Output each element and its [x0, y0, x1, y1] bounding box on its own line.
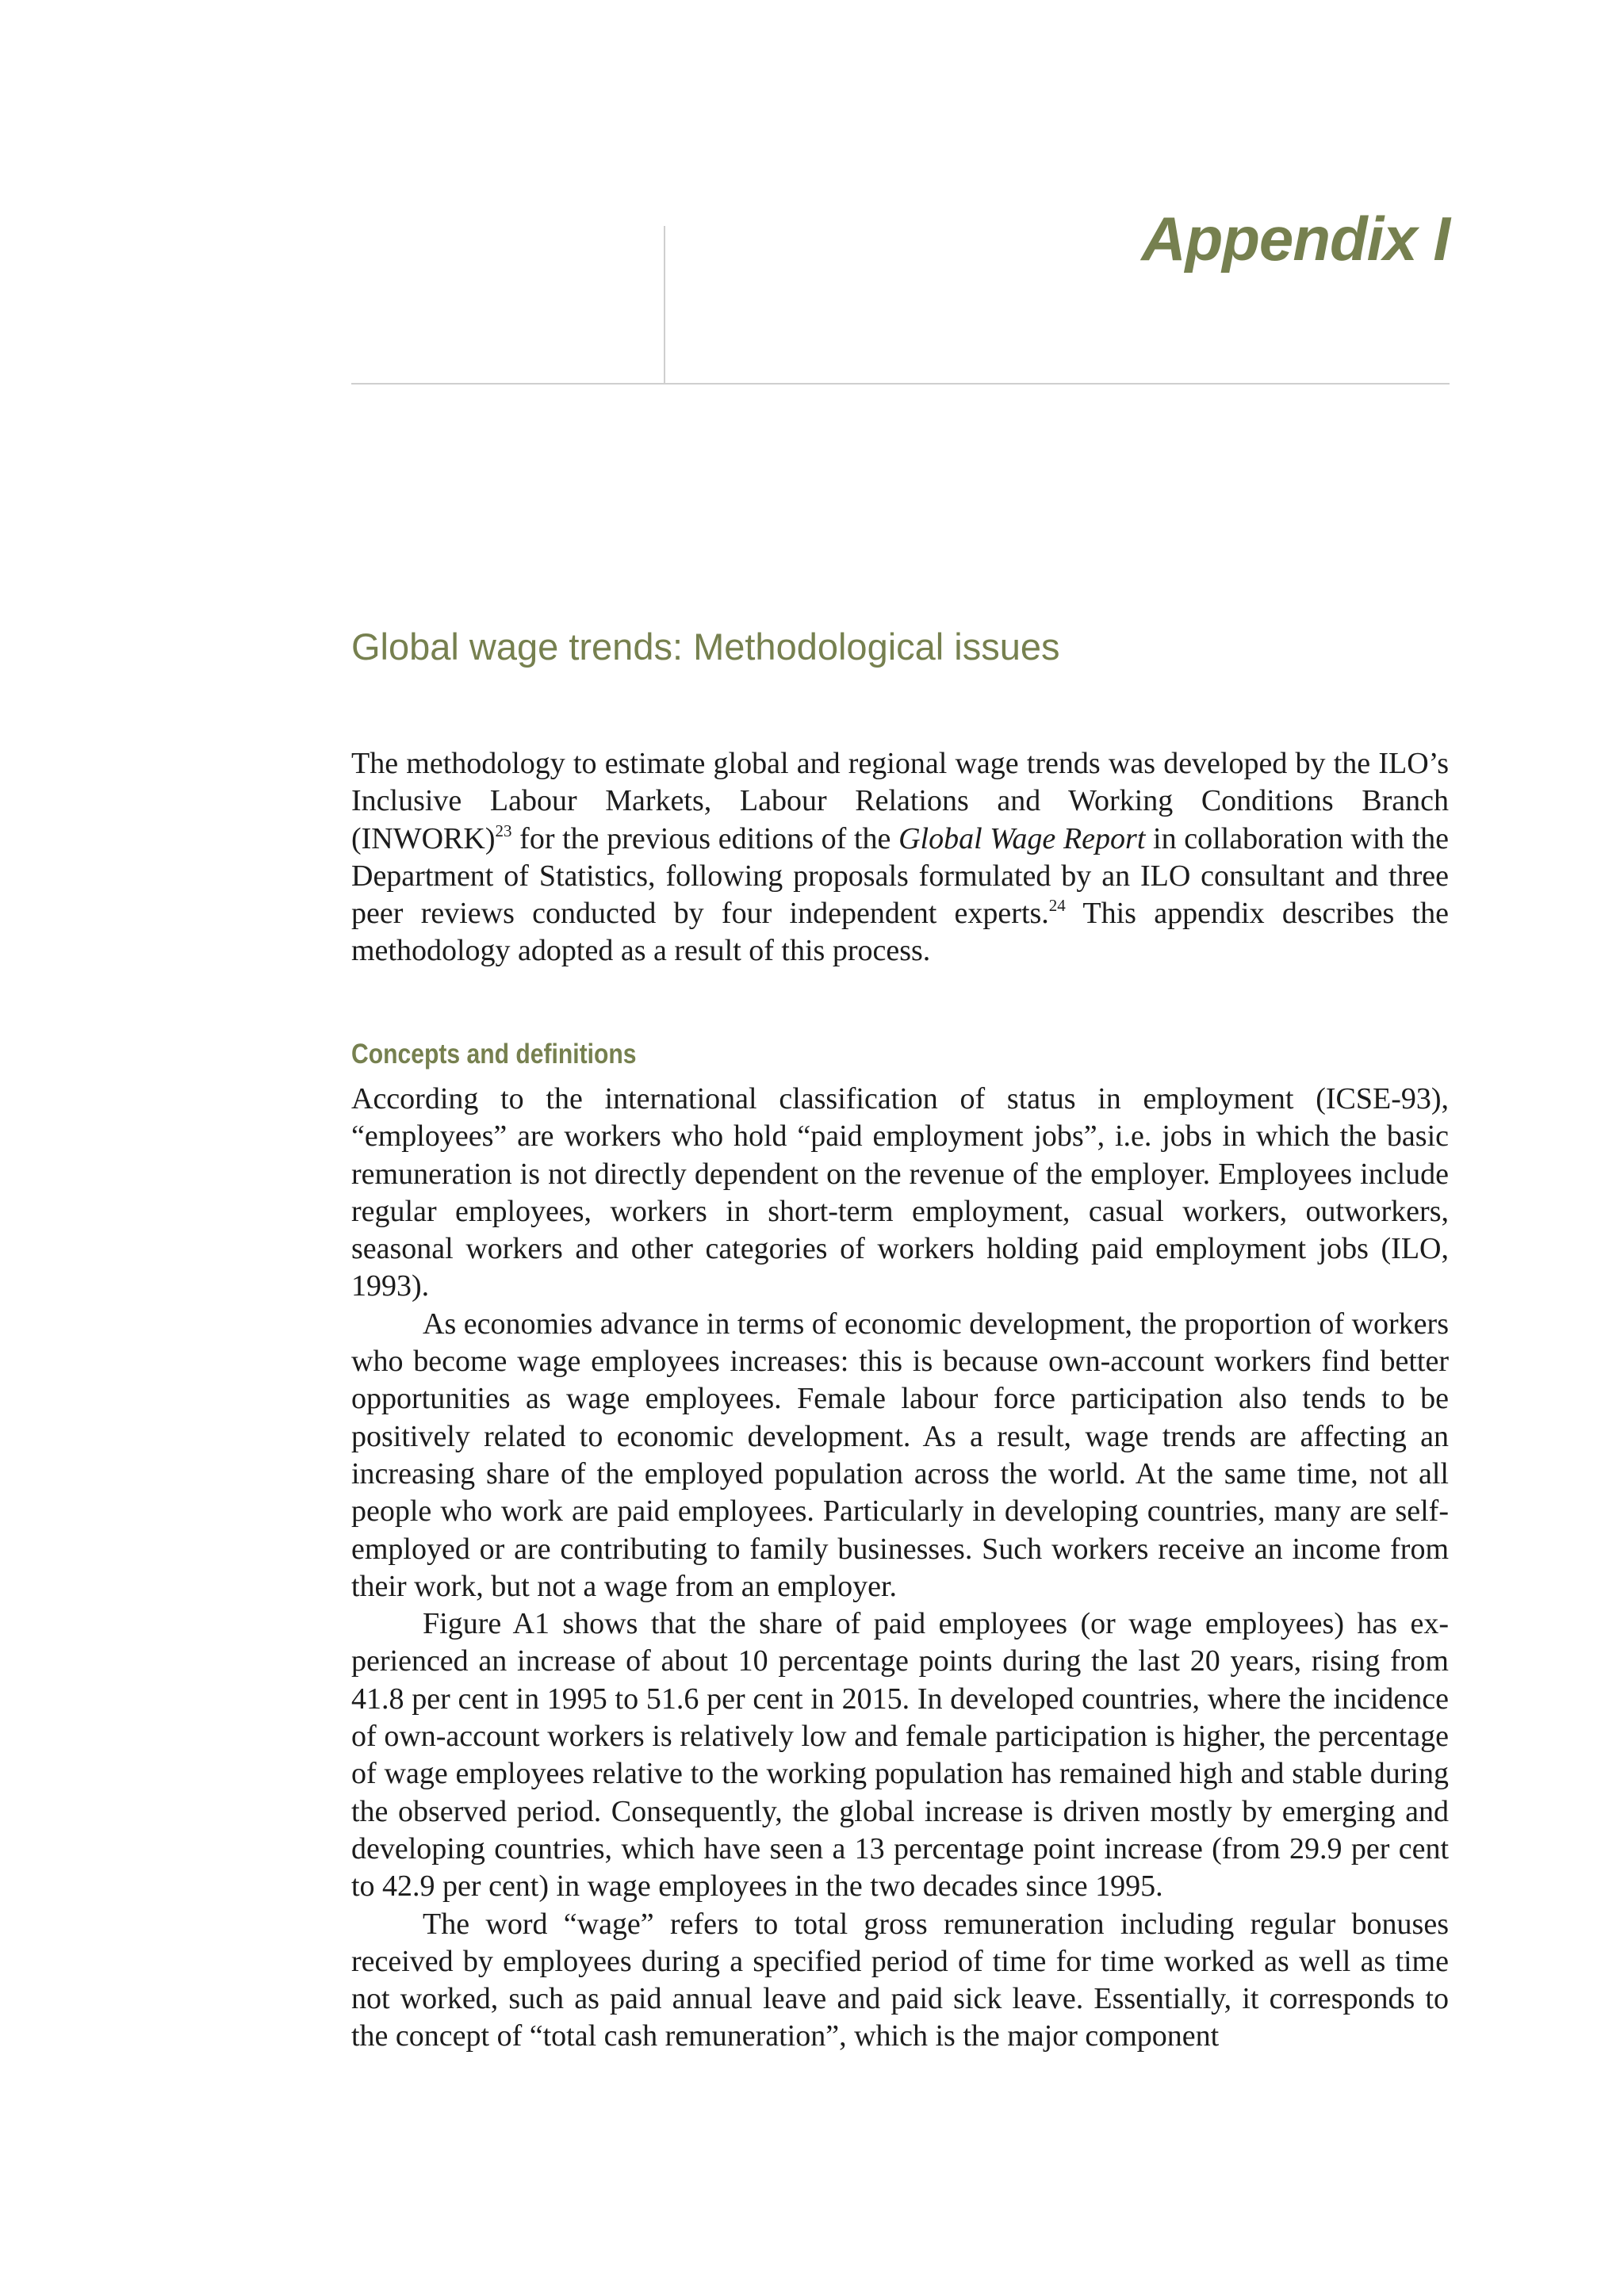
publication-title: Global Wage Report: [898, 821, 1146, 855]
section-title: Global wage trends: Methodological issues: [351, 626, 1060, 668]
footnote-ref-23: 23: [495, 821, 512, 840]
header-horizontal-rule: [351, 383, 1450, 385]
paragraph: As economies advance in terms of economic development, the proportion of workers who become wage employees increases: this is because own-account workers find better opportunities as wage employees. Female labour force participation also tends to be positively related to economic development. As a result, wage trends are affecting an increasing share of the employed population across the world. At the same time, not all people who work are paid employees. Particularly in developing countries, many are self-employed or are contributing to family businesses. Such workers receive an income from their work, but not a wage from an employer.: [351, 1307, 1449, 1603]
concepts-heading: Concepts and definitions: [351, 1039, 637, 1070]
concepts-body: [351, 1081, 1449, 2056]
intro-text-4: This appendix describes the methodology adopted as a result of this process.: [351, 897, 1449, 968]
appendix-title: Appendix I: [1141, 204, 1450, 274]
intro-text-1: The methodology to estimate global and regional wage trends was developed by the ILO’s Inclusive Labour Markets, Labour Relations and Working Conditions Branch (INWORK): [351, 747, 1449, 855]
header-vertical-rule: [664, 226, 665, 385]
intro-paragraph: [351, 745, 1449, 970]
paragraph: The word “wage” refers to total gross remuneration including regular bonuses received by employees during a specified period of time for time worked as well as time not worked, such as paid annual leave and paid sick leave. Essentially, it corresponds to the concept of “total cash remuneration”, which is the major component: [351, 1907, 1449, 2053]
intro-text-3: in collaboration with the Department of Statistics, following proposals formulated by an ILO consultant and three peer reviews conducted by four independent experts.: [351, 821, 1449, 931]
intro-text-2: for the previous editions of the: [511, 821, 899, 855]
footnote-ref-24: 24: [1048, 896, 1066, 916]
paragraph: Figure A1 shows that the share of paid employees (or wage employees) has experienced an increase of about 10 percentage points during the last 20 years, rising from 41.8 per cent in 1995 to 51.6 per cent in 2015. In developed countries, where the incidence of own-account workers is relatively low and female participation is higher, the percentage of wage employees relative to the working population has remained high and stable during the observed period. Consequently, the global increase is driven mostly by emerging and developing countries, which have seen a 13 percentage point increase (from 29.9 per cent to 42.9 per cent) in wage employees in the two decades since 1995.: [351, 1607, 1449, 1904]
paragraph: According to the international classification of status in employment (ICSE-93), “employees” are workers who hold “paid employment jobs”, i.e. jobs in which the basic remuneration is not directly dependent on the revenue of the employer. Employees include regular employees, workers in short-term employment, casual workers, outworkers, seasonal workers and other categories of workers holding paid employment jobs (ILO, 1993).: [351, 1082, 1449, 1303]
